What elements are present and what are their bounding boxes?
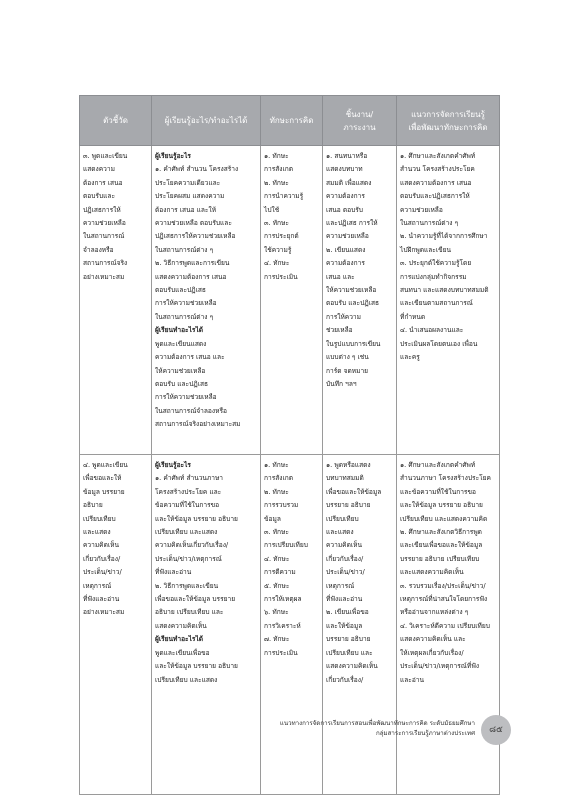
curriculum-table: [79, 95, 500, 795]
cell-thinking-skill: ๑. ทักษะ การสังเกต ๒. ทักษะ การนำความรู้ ไปใช้ ๓. ทักษะ การประยุกต์ ใช้ความรู้ ๔. ทักษะ การประเมิน: [261, 146, 323, 455]
header-learning: ผู้เรียนรู้อะไร/ทำอะไรได้: [152, 96, 261, 146]
can-do-body: พูดและเขียนเพื่อขอ และให้ข้อมูล บรรยาย อธิบาย เปรียบเทียบ และแสดง: [155, 648, 238, 684]
page-number: ๘๕: [481, 715, 511, 745]
can-do-heading: ผู้เรียนทำอะไรได้: [155, 635, 204, 644]
cell-indicator: ๓. พูดและเขียน แสดงความ ต้องการ เสนอ ตอบรับและ ปฏิเสธการให้ ความช่วยเหลือ ในสถานการณ์ จำลองหรือ สถานการณ์จริง อย่างเหมาะสม: [80, 146, 152, 455]
learning-heading: ผู้เรียนรู้อะไร: [155, 152, 191, 160]
page-footer: [245, 719, 475, 739]
cell-indicator: ๔. พูดและเขียน เพื่อขอและให้ ข้อมูล บรรยาย อธิบาย เปรียบเทียบ และแสดง ความคิดเห็น เกี่ยวกับเรื่อง/ ประเด็น/ข่าว/ เหตุการณ์ ที่ฟังและอ่าน อย่างเหมาะสม: [80, 455, 152, 795]
header-indicator: ตัวชี้วัด: [80, 96, 152, 146]
learning-body: ๑. คำศัพท์ สำนวน โครงสร้าง ประโยคความเดียวและ ประโยคผสม แสดงความ ต้องการ เสนอ และให้ ความช่วยเหลือ ตอบรับและ ปฏิเสธการให้ความช่วยเหลือ ในสถานการณ์ต่าง ๆ ๒. วิธีการพูดและการเขียน แสดงความต้องการ เสนอ ตอบรับและปฏิเสธ การให้ความช่วยเหลือ ในสถานการณ์ต่าง ๆ: [155, 165, 239, 321]
learning-body: ๑. คำศัพท์ สำนวนภาษา โครงสร้างประโยค และ ข้อความที่ใช้ในการขอ และให้ข้อมูล บรรยาย อธิบาย เปรียบเทียบ และแสดง ความคิดเห็นเกี่ยวกับเรื่อง/ ประเด็น/ข่าว/เหตุการณ์ ที่ฟังและอ่าน ๒. วิธีการพูดและเขียน เพื่อขอและให้ข้อมูล บรรยาย อธิบาย เปรียบเทียบ และ แสดงความคิดเห็น: [155, 474, 238, 630]
table-header-row: [80, 96, 500, 146]
cell-task: ๑. สนทนาหรือ แสดงบทบาท สมมติ เพื่อแสดง ความต้องการ เสนอ ตอบรับ และปฏิเสธ การให้ ความช่วยเหลือ ๒. เขียนแสดง ความต้องการ เสนอ และ ให้ความช่วยเหลือ ตอบรับ และปฏิเสธ การให้ความ ช่วยเหลือ ในรูปแบบการเขียน แบบต่าง ๆ เช่น การ์ด จดหมาย บันทึก ฯลฯ: [323, 146, 397, 455]
header-task: ชิ้นงาน/ ภาระงาน: [323, 96, 397, 146]
header-thinking-skill: ทักษะการคิด: [261, 96, 323, 146]
cell-approach: ๑. ศึกษาและสังเกตคำศัพท์ สำนวนภาษา โครงสร้างประโยค และข้อความที่ใช้ในการขอ และให้ข้อมูล บรรยาย อธิบาย เปรียบเทียบ และแสดงความคิด ๒. ศึกษาและสังเกตวิธีการพูด และเขียนเพื่อขอและให้ข้อมูล บรรยาย อธิบาย เปรียบเทียบ และแสดงความคิดเห็น ๓. รวบรวมเรื่อง/ประเด็น/ข่าว/ เหตุการณ์ที่น่าสนใจโดยการฟัง หรืออ่านจากแหล่งต่าง ๆ ๔. วิเคราะห์ตีความ เปรียบเทียบ แสดงความคิดเห็น และ ให้เหตุผลเกี่ยวกับเรื่อง/ ประเด็น/ข่าว/เหตุการณ์ที่ฟัง และอ่าน: [397, 455, 500, 795]
footer-title: แนวทางการจัดการเรียนการสอนเพื่อพัฒนาทักษะการคิด ระดับมัธยมศึกษา: [279, 720, 475, 727]
learning-heading: ผู้เรียนรู้อะไร: [155, 461, 191, 469]
cell-thinking-skill: ๑. ทักษะ การสังเกต ๒. ทักษะ การรวบรวม ข้อมูล ๓. ทักษะ การเปรียบเทียบ ๔. ทักษะ การตีความ ๕. ทักษะ การให้เหตุผล ๖. ทักษะ การวิเคราะห์ ๗. ทักษะ การประเมิน: [261, 455, 323, 795]
cell-learning: [152, 455, 261, 795]
cell-learning: [152, 146, 261, 455]
footer-subtitle: กลุ่มสาระการเรียนรู้ภาษาต่างประเทศ: [376, 730, 475, 737]
header-approach: แนวการจัดการเรียนรู้ เพื่อพัฒนาทักษะการคิด: [397, 96, 500, 146]
table-row: [80, 455, 500, 795]
cell-approach: ๑. ศึกษาและสังเกตคำศัพท์ สำนวน โครงสร้างประโยค แสดงความต้องการ เสนอ ตอบรับและปฏิเสธการให้ ความช่วยเหลือ ในสถานการณ์ต่าง ๆ ๒. นำความรู้ที่ได้จากการศึกษา ไปฝึกพูดและเขียน ๓. ประยุกต์ใช้ความรู้โดย การแบ่งกลุ่มทำกิจกรรม สนทนา และแสดงบทบาทสมมติ และเขียนตามสถานการณ์ ที่กำหนด ๔. นำเสนอผลงานและ ประเมินผลโดยตนเอง เพื่อน และครู: [397, 146, 500, 455]
can-do-heading: ผู้เรียนทำอะไรได้: [155, 326, 204, 335]
can-do-body: พูดและเขียนแสดง ความต้องการ เสนอ และ ให้ความช่วยเหลือ ตอบรับ และปฏิเสธ การให้ความช่วยเหลือ ในสถานการณ์จำลองหรือ สถานการณ์จริงอย่างเหมาะสม: [155, 339, 241, 429]
cell-task: ๑. พูดหรือแสดง บทบาทสมมติ เพื่อขอและให้ข้อมูล บรรยาย อธิบาย เปรียบเทียบ และแสดง ความคิดเห็น เกี่ยวกับเรื่อง/ ประเด็น/ข่าว/ เหตุการณ์ ที่ฟังและอ่าน ๒. เขียนเพื่อขอ และให้ข้อมูล บรรยาย อธิบาย เปรียบเทียบ และ แสดงความคิดเห็น เกี่ยวกับเรื่อง/: [323, 455, 397, 795]
table-row: [80, 146, 500, 455]
